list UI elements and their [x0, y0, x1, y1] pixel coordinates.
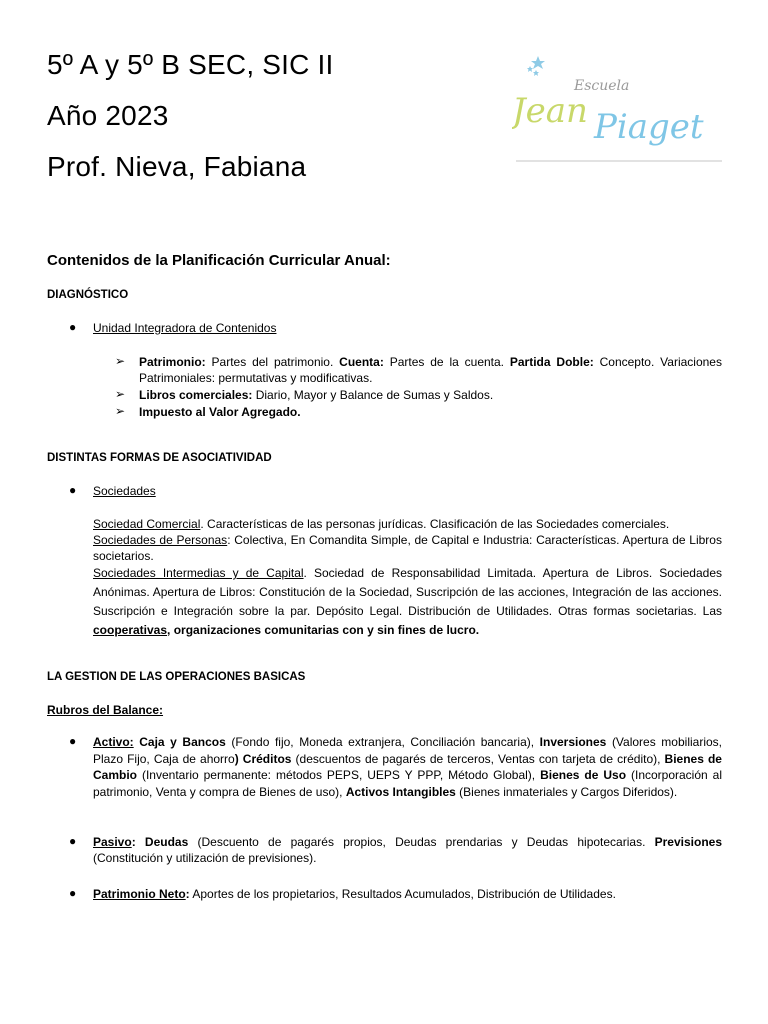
gest-sub-label: Rubros del Balance:: [47, 703, 164, 717]
gest-pasivo: [93, 834, 722, 866]
term: Previsiones: [654, 835, 722, 849]
text: :: [185, 887, 190, 901]
bullet-icon: ●: [69, 886, 77, 900]
gest-activo: [93, 734, 722, 800]
text: (Fondo fijo, Moneda extranjera, Conciliación bancaria),: [225, 735, 540, 749]
text: Aportes de los propietarios, Resultados Acumulados, Distribución de Utilidades.: [189, 887, 616, 901]
text: (Constitución y utilización de previsiones).: [93, 851, 317, 865]
asoc-sub: [93, 483, 693, 499]
arrow-bullet-icon: ➢: [115, 354, 126, 368]
term: Inversiones: [539, 735, 607, 749]
text: (Incorporación al patrimonio, Venta y compra de Bienes de uso),: [93, 768, 722, 799]
term: ) Créditos: [234, 751, 292, 766]
term-cooperativas: cooperativas: [93, 623, 168, 637]
asoc-paragraph-1: [93, 516, 722, 532]
term-activo: Activo:: [93, 735, 134, 749]
term: Caja y Bancos: [133, 735, 226, 749]
text: , organizaciones comunitarias con y sin fines de lucro.: [167, 623, 480, 637]
text: . Sociedad de Responsabilidad Limitada. Apertura de Libros. Sociedades Anónimas. Apertura de Libros: Constitución de la Sociedad, Suscripción de las acciones, Integración de las acciones. Suscripción e Integración sobre la par. Depósito Legal. Distribución de Utilidades. Otras formas societarias. Las: [93, 566, 722, 618]
text: (Inventario permanente: métodos PEPS, UEPS Y PPP, Método Global),: [137, 768, 541, 782]
logo-small-text: Escuela: [574, 78, 630, 94]
bullet-icon: ●: [69, 834, 77, 848]
logo-word-jean: Jean: [512, 91, 588, 131]
term: Sociedad Comercial: [93, 517, 201, 531]
term-patrimonio: Patrimonio:: [139, 355, 206, 369]
text: Diario, Mayor y Balance de Sumas y Saldos.: [252, 388, 494, 402]
text: (Bienes inmateriales y Cargos Diferidos).: [455, 784, 678, 799]
diag-unit: [93, 320, 693, 336]
bullet-icon: ●: [69, 734, 77, 748]
diag-item-2: [139, 387, 722, 403]
gest-heading: LA GESTION DE LAS OPERACIONES BASICAS: [47, 671, 306, 683]
logo-word-piaget: Piaget: [594, 107, 704, 147]
header-teacher: Prof. Nieva, Fabiana: [47, 151, 307, 182]
asoc-paragraph-2: [93, 532, 722, 564]
term: : Deudas: [131, 835, 189, 849]
arrow-bullet-icon: ➢: [115, 387, 126, 401]
asoc-paragraph-3: [93, 564, 722, 640]
diag-item-3: [139, 404, 722, 420]
star-icon: [527, 56, 545, 76]
doc-title: Contenidos de la Planificación Curricular Anual:: [47, 252, 391, 269]
bullet-icon: ●: [69, 483, 77, 497]
term-libros: Libros comerciales:: [139, 388, 253, 402]
term-patrimonio-neto: Patrimonio Neto: [93, 887, 186, 901]
term-pasivo: Pasivo: [93, 835, 132, 849]
diag-unit-label: Unidad Integradora de Contenidos: [93, 321, 277, 335]
term: Activos Intangibles: [345, 784, 456, 799]
term-partida-doble: Partida Doble:: [509, 355, 594, 369]
text: Partes de la cuenta.: [383, 355, 510, 369]
text: . Características de las personas jurídicas. Clasificación de las Sociedades comerciales.: [200, 517, 670, 531]
text: (descuentos de pagarés de terceros, Ventas con tarjeta de crédito),: [291, 751, 665, 766]
text: : Colectiva, En Comandita Simple, de Capital e Industria: Características. Apertura de Libros societarios.: [93, 533, 722, 563]
term-iva: Impuesto al Valor Agregado.: [139, 405, 301, 419]
text: (Valores mobiliarios, Plazo Fijo, Caja de ahorro: [93, 735, 722, 766]
header-course: 5º A y 5º B SEC, SIC II: [47, 49, 334, 80]
term: Sociedades de Personas: [93, 533, 228, 547]
term: Bienes de Cambio: [93, 751, 722, 782]
diag-heading: DIAGNÓSTICO: [47, 289, 129, 301]
gest-patrimonio-neto: [93, 886, 722, 902]
term: Sociedades Intermedias y de Capital: [93, 566, 304, 580]
asoc-sub-label: Sociedades: [93, 484, 156, 498]
arrow-bullet-icon: ➢: [115, 404, 126, 418]
term: Bienes de Uso: [540, 768, 627, 782]
gest-sub: [47, 702, 722, 718]
diag-item-1: [139, 354, 722, 386]
asoc-heading: DISTINTAS FORMAS DE ASOCIATIVIDAD: [47, 452, 272, 464]
text: Partes del patrimonio.: [205, 355, 340, 369]
text: (Descuento de pagarés propios, Deudas prendarias y Deudas hipotecarias.: [188, 835, 655, 849]
school-logo: [512, 50, 724, 165]
header-year: Año 2023: [47, 100, 169, 131]
bullet-icon: ●: [69, 320, 77, 334]
text: Concepto. Variaciones Patrimoniales: permutativas y modificativas.: [139, 355, 722, 385]
term-cuenta: Cuenta:: [339, 355, 384, 369]
